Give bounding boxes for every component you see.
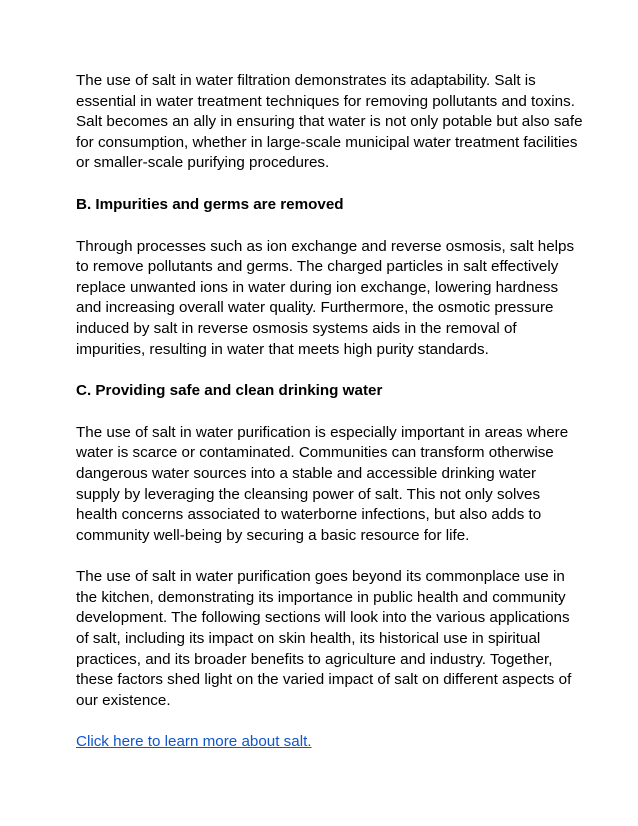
text-line: Salt becomes an ally in ensuring that water is not only potable but also safe	[76, 113, 583, 131]
text-line: for consumption, whether in large-scale municipal water treatment facilities	[76, 133, 578, 151]
section-b-paragraph	[76, 237, 576, 361]
text-line: of salt, including its impact on skin health, its historical use in spiritual	[76, 630, 541, 648]
text-line: our existence.	[76, 691, 171, 709]
text-line: or smaller-scale purifying procedures.	[76, 154, 330, 172]
link-paragraph	[76, 732, 576, 753]
text-line: impurities, resulting in water that meets high purity standards.	[76, 340, 489, 358]
section-c-paragraph	[76, 423, 576, 547]
text-line: replace unwanted ions in water during ion exchange, lowering hardness	[76, 278, 559, 296]
text-line: dangerous water sources into a stable and accessible drinking water	[76, 464, 537, 482]
intro-paragraph	[76, 71, 583, 174]
learn-more-link[interactable]: Click here to learn more about salt.	[76, 733, 312, 751]
text-line: community well-being by securing a basic resource for life.	[76, 526, 470, 544]
text-line: the kitchen, demonstrating its importance in public health and community	[76, 588, 566, 606]
text-line: health concerns associated to waterborne infections, but also adds to	[76, 506, 542, 524]
text-line: water is scarce or contaminated. Communities can transform otherwise	[76, 444, 554, 462]
text-line: practices, and its broader benefits to agriculture and industry. Together,	[76, 650, 553, 668]
text-line: these factors shed light on the varied impact of salt on different aspects of	[76, 671, 572, 689]
text-line: The use of salt in water filtration demonstrates its adaptability. Salt is	[76, 72, 536, 89]
text-line: Through processes such as ion exchange and reverse osmosis, salt helps	[76, 237, 575, 255]
section-b-heading: B. Impurities and germs are removed	[76, 195, 344, 213]
section-c-heading: C. Providing safe and clean drinking water	[76, 382, 383, 400]
document-page	[76, 71, 583, 753]
text-line: The use of salt in water purification goes beyond its commonplace use in	[76, 568, 565, 586]
text-line: and increasing overall water quality. Furthermore, the osmotic pressure	[76, 299, 554, 317]
text-line: to remove pollutants and germs. The charged particles in salt effectively	[76, 258, 559, 276]
closing-paragraph	[76, 567, 576, 711]
text-line: induced by salt in reverse osmosis systems aids in the removal of	[76, 319, 517, 337]
text-line: essential in water treatment techniques for removing pollutants and toxins.	[76, 92, 575, 110]
text-line: development. The following sections will look into the various applications	[76, 609, 570, 627]
text-line: supply by leveraging the cleansing power of salt. This not only solves	[76, 485, 541, 503]
text-line: The use of salt in water purification is especially important in areas where	[76, 423, 569, 441]
